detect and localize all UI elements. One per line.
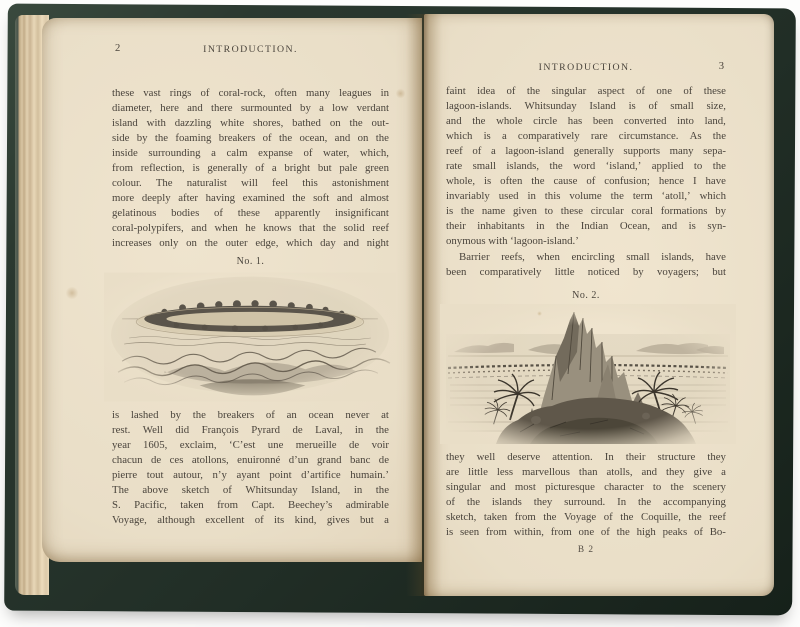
figure-caption-1: No. 1.	[236, 256, 265, 267]
right-paragraph-3: they well deserve attention. In their structure they are little less marvellous than atolls, and they give a singular and most picturesque character to the scenery of the islands they surround. In the accompanying sketch, taken from the Voyage of the Coquille, the reef is seen from within, from one of the high peaks of Bo-	[446, 451, 726, 538]
page-number-left: 2	[115, 43, 121, 54]
running-header-right	[446, 62, 726, 73]
running-header-title: INTRODUCTION.	[538, 62, 634, 73]
atoll-engraving	[104, 272, 396, 402]
page-number-right: 3	[718, 61, 724, 72]
left-paragraph-2: is lashed by the breakers of an ocean never at rest. Well did François Pyrard de Laval, in the year 1605, exclaim, ‘C’est une merueille de voir chacun de ces atollons, enuironné d’un grand banc de pierre tout autour, n’y ayant point d’artifice humain.’ The above sketch of Whitsunday Island, in the S. Pacific, taken from Capt. Beechey’s admirable Voyage, although excellent of its kind, gives but a	[112, 409, 389, 526]
running-header-left	[112, 44, 389, 55]
right-paragraph-2: Barrier reefs, when encircling small islands, have been comparatively little noticed by voyagers; but	[446, 251, 726, 278]
foxing-spot	[66, 286, 78, 300]
right-paragraph-1: faint idea of the singular aspect of one of these lagoon-islands. Whitsunday Island is of small size, and the whole circle has been converted into land, which is a comparatively rare circumstance. As the reef of a lagoon-island generally supports many sepa- rate small islands, the word ‘island,’ applied to the whole, is often the cause of confusion; hence I have invariably used in this volume the term ‘atoll,’ which is the name given to these circular coral formations by their inhabitants in the Indian Ocean, and is syn- onymous with ‘lagoon-island.’	[446, 85, 726, 247]
figure-caption-2: No. 2.	[572, 290, 600, 301]
running-header-title: INTRODUCTION.	[203, 44, 298, 55]
signature-mark: B 2	[577, 545, 595, 555]
peak-island-engraving	[440, 304, 736, 444]
foxing-spot	[396, 88, 405, 99]
left-paragraph-1: these vast rings of coral-rock, often many leagues in diameter, here and there surmounted by a low verdant island with dazzling white shores, bathed on the out- side by the foaming breakers of the ocean, and on the inside surrounding a calm expanse of water, which, from reflection, is generally of a bright but pale green colour. The naturalist will feel this astonishment more deeply after having examined the soft and almost gelatinous bodies of these apparently insignificant coral-polypifers, and when he knows that the solid reef increases only on the outer edge, which day and night	[112, 87, 389, 249]
